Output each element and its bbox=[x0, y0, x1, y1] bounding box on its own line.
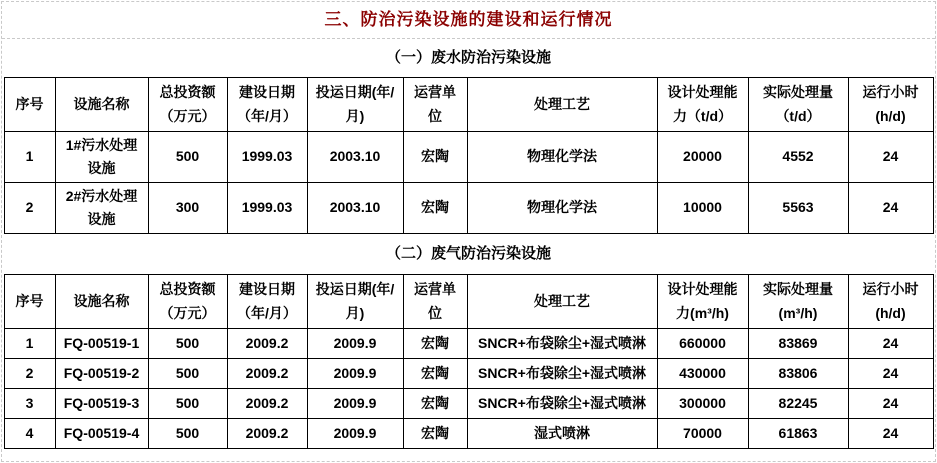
cell-investment: 500 bbox=[148, 359, 227, 389]
col-header-operator: 运营单位 bbox=[403, 78, 467, 132]
table-header-row bbox=[4, 275, 933, 329]
cell-no: 4 bbox=[4, 419, 55, 449]
cell-investment: 500 bbox=[148, 419, 227, 449]
cell-operation-date: 2009.9 bbox=[307, 419, 403, 449]
cell-facility-name: 2#污水处理设施 bbox=[55, 183, 148, 234]
col-header-design-capacity: 设计处理能力(m³/h) bbox=[657, 275, 748, 329]
cell-process: SNCR+布袋除尘+湿式喷淋 bbox=[467, 389, 657, 419]
cell-actual-amount: 4552 bbox=[748, 132, 848, 183]
col-header-actual-amount: 实际处理量（t/d） bbox=[748, 78, 848, 132]
cell-running-hours: 24 bbox=[848, 132, 933, 183]
cell-actual-amount: 83869 bbox=[748, 329, 848, 359]
cell-build-date: 2009.2 bbox=[227, 329, 307, 359]
cell-build-date: 2009.2 bbox=[227, 419, 307, 449]
cell-operator: 宏陶 bbox=[403, 389, 467, 419]
cell-running-hours: 24 bbox=[848, 359, 933, 389]
cell-operation-date: 2003.10 bbox=[307, 183, 403, 234]
col-header-operation-date: 投运日期(年/月) bbox=[307, 78, 403, 132]
table-row bbox=[4, 183, 933, 234]
cell-actual-amount: 5563 bbox=[748, 183, 848, 234]
cell-no: 2 bbox=[4, 359, 55, 389]
cell-process: SNCR+布袋除尘+湿式喷淋 bbox=[467, 359, 657, 389]
col-header-investment: 总投资额（万元） bbox=[148, 275, 227, 329]
wastegas-facilities-table bbox=[4, 274, 934, 449]
cell-process: SNCR+布袋除尘+湿式喷淋 bbox=[467, 329, 657, 359]
cell-operator: 宏陶 bbox=[403, 183, 467, 234]
cell-operation-date: 2009.9 bbox=[307, 329, 403, 359]
cell-facility-name: FQ-00519-1 bbox=[55, 329, 148, 359]
section-1-heading: （一）废水防治污染设施 bbox=[385, 49, 551, 66]
cell-process: 物理化学法 bbox=[467, 183, 657, 234]
cell-investment: 300 bbox=[148, 183, 227, 234]
table-row bbox=[4, 132, 933, 183]
cell-facility-name: FQ-00519-3 bbox=[55, 389, 148, 419]
cell-operator: 宏陶 bbox=[403, 329, 467, 359]
col-header-facility-name: 设施名称 bbox=[55, 275, 148, 329]
cell-operation-date: 2009.9 bbox=[307, 359, 403, 389]
cell-design-capacity: 430000 bbox=[657, 359, 748, 389]
col-header-investment: 总投资额（万元） bbox=[148, 78, 227, 132]
cell-no: 2 bbox=[4, 183, 55, 234]
cell-facility-name: FQ-00519-2 bbox=[55, 359, 148, 389]
cell-build-date: 2009.2 bbox=[227, 389, 307, 419]
col-header-build-date: 建设日期（年/月） bbox=[227, 275, 307, 329]
table-header-row bbox=[4, 78, 933, 132]
col-header-actual-amount: 实际处理量(m³/h) bbox=[748, 275, 848, 329]
cell-facility-name: FQ-00519-4 bbox=[55, 419, 148, 449]
cell-build-date: 1999.03 bbox=[227, 183, 307, 234]
section-2-heading: （二）废气防治污染设施 bbox=[385, 245, 551, 262]
cell-investment: 500 bbox=[148, 389, 227, 419]
cell-operator: 宏陶 bbox=[403, 419, 467, 449]
col-header-operator: 运营单位 bbox=[403, 275, 467, 329]
col-header-no: 序号 bbox=[4, 78, 55, 132]
cell-actual-amount: 61863 bbox=[748, 419, 848, 449]
cell-design-capacity: 660000 bbox=[657, 329, 748, 359]
cell-operator: 宏陶 bbox=[403, 132, 467, 183]
cell-operation-date: 2003.10 bbox=[307, 132, 403, 183]
cell-design-capacity: 10000 bbox=[657, 183, 748, 234]
cell-operation-date: 2009.9 bbox=[307, 389, 403, 419]
wastewater-facilities-table bbox=[4, 77, 934, 234]
col-header-process: 处理工艺 bbox=[467, 275, 657, 329]
cell-design-capacity: 300000 bbox=[657, 389, 748, 419]
table-row bbox=[4, 389, 933, 419]
cell-running-hours: 24 bbox=[848, 389, 933, 419]
col-header-facility-name: 设施名称 bbox=[55, 78, 148, 132]
cell-build-date: 1999.03 bbox=[227, 132, 307, 183]
cell-design-capacity: 70000 bbox=[657, 419, 748, 449]
cell-running-hours: 24 bbox=[848, 183, 933, 234]
table-row bbox=[4, 419, 933, 449]
cell-running-hours: 24 bbox=[848, 419, 933, 449]
cell-build-date: 2009.2 bbox=[227, 359, 307, 389]
cell-operator: 宏陶 bbox=[403, 359, 467, 389]
cell-no: 1 bbox=[4, 329, 55, 359]
cell-investment: 500 bbox=[148, 329, 227, 359]
cell-running-hours: 24 bbox=[848, 329, 933, 359]
cell-investment: 500 bbox=[148, 132, 227, 183]
cell-process: 物理化学法 bbox=[467, 132, 657, 183]
cell-process: 湿式喷淋 bbox=[467, 419, 657, 449]
cell-no: 3 bbox=[4, 389, 55, 419]
col-header-no: 序号 bbox=[4, 275, 55, 329]
col-header-operation-date: 投运日期(年/月) bbox=[307, 275, 403, 329]
page-title: 三、防治污染设施的建设和运行情况 bbox=[2, 2, 935, 39]
col-header-build-date: 建设日期（年/月） bbox=[227, 78, 307, 132]
cell-actual-amount: 82245 bbox=[748, 389, 848, 419]
col-header-process: 处理工艺 bbox=[467, 78, 657, 132]
report-sheet bbox=[1, 1, 936, 462]
col-header-design-capacity: 设计处理能力（t/d） bbox=[657, 78, 748, 132]
col-header-running-hours: 运行小时(h/d) bbox=[848, 78, 933, 132]
cell-design-capacity: 20000 bbox=[657, 132, 748, 183]
col-header-running-hours: 运行小时(h/d) bbox=[848, 275, 933, 329]
cell-no: 1 bbox=[4, 132, 55, 183]
table-row bbox=[4, 329, 933, 359]
cell-facility-name: 1#污水处理设施 bbox=[55, 132, 148, 183]
table-row bbox=[4, 359, 933, 389]
cell-actual-amount: 83806 bbox=[748, 359, 848, 389]
